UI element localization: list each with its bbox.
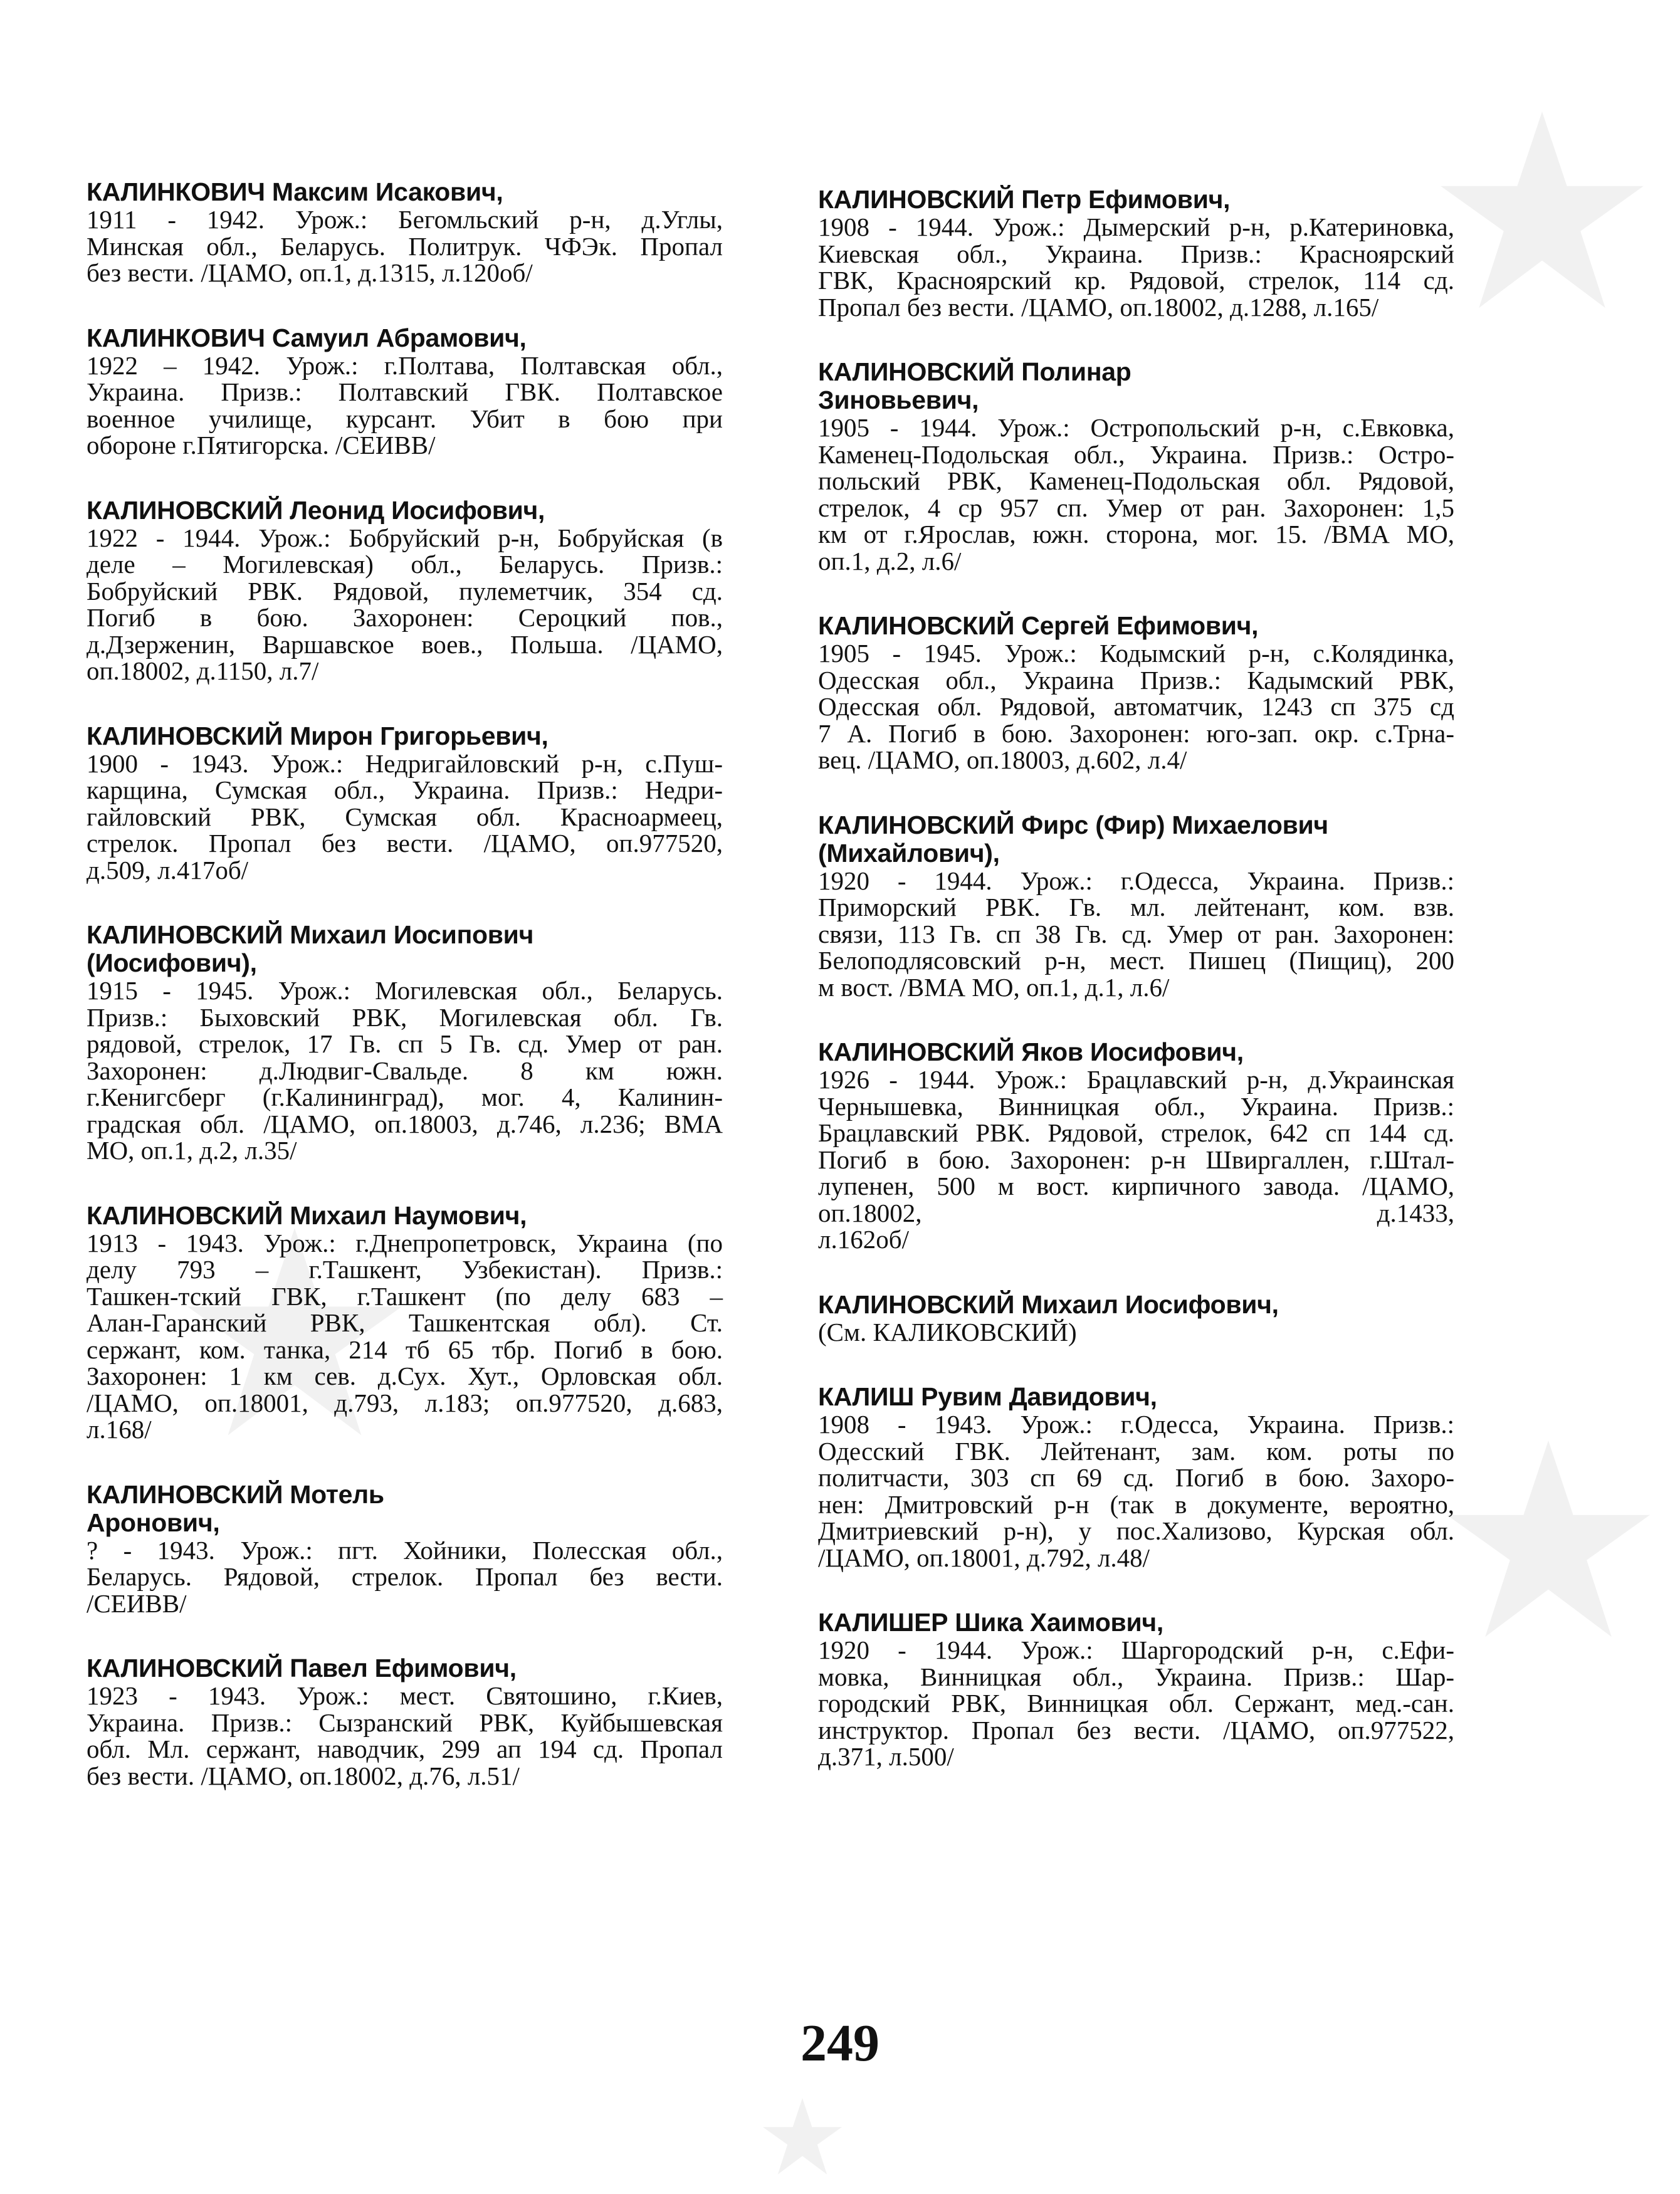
entry-text-line: Алан-Гаранский РВК, Ташкентская обл). Ст. [87, 1308, 723, 1337]
entry-text-line: м вост. /ВМА МО, оп.1, д.1, л.6/ [818, 972, 1170, 1002]
record-entry [87, 1654, 723, 1789]
record-entry [87, 178, 723, 286]
entry-text-line: д.371, л.500/ [818, 1742, 954, 1771]
entry-text-line: оп.1, д.2, л.6/ [818, 546, 962, 575]
entry-text-line: /СЕИВВ/ [87, 1588, 187, 1618]
entry-name-heading: (Иосифович), [87, 948, 257, 977]
entry-text-line: Украина. Призв.: Полтавский ГВК. Полтавское [87, 377, 723, 406]
record-entry [87, 921, 723, 1164]
entry-name-heading: КАЛИНОВСКИЙ Полинар [818, 357, 1131, 386]
entry-name-heading: КАЛИНОВСКИЙ Яков Иосифович, [818, 1037, 1244, 1066]
entry-text-line: рядовой, стрелок, 17 Гв. сп 5 Гв. сд. Умер от ран. [87, 1029, 723, 1058]
entry-text-line: км от г.Ярослав, южн. сторона, мог. 15. /ВМА МО, [818, 520, 1454, 548]
entry-text-line: польский РВК, Каменец-Подольская обл. Рядовой, [818, 466, 1454, 495]
entry-text-line: 1923 - 1943. Урож.: мест. Святошино, г.Киев, [87, 1681, 723, 1710]
entry-text-line: Пропал без вести. /ЦАМО, оп.18002, д.1288, л.165/ [818, 292, 1379, 322]
entry-name-heading: КАЛИНКОВИЧ Самуил Абрамович, [87, 323, 527, 352]
entry-text-line: 1911 - 1942. Урож.: Бегомльский р-н, д.Углы, [87, 205, 723, 234]
entry-text-line: оп.18002, д.1433, [818, 1198, 1454, 1227]
entry-text-line: Одесская обл., Украина Призв.: Кадымский РВК, [818, 665, 1454, 695]
watermark-star-icon [759, 2094, 846, 2181]
entry-text-line: Погиб в бою. Захоронен: Сероцкий пов., [87, 603, 723, 632]
entry-text-line: /ЦАМО, оп.18001, д.792, л.48/ [818, 1543, 1150, 1572]
record-entry [87, 324, 723, 459]
entry-text-line: 1913 - 1943. Урож.: г.Днепропетровск, Украина (по [87, 1228, 723, 1257]
entry-text-line: 1922 – 1942. Урож.: г.Полтава, Полтавская обл., [87, 350, 723, 380]
record-entry [818, 1038, 1454, 1253]
entry-text-line: стрелок, 4 ср 957 сп. Умер от ран. Захоронен: 1,5 [818, 493, 1454, 522]
entry-text-line: 1905 - 1944. Урож.: Остропольский р-н, с.Евковка, [818, 413, 1454, 442]
record-entry [818, 358, 1454, 574]
entry-text-line: г.Кенигсберг (г.Калининград), мог. 4, Калинин- [87, 1083, 723, 1111]
entry-text-line: деле – Могилевская) обл., Беларусь. Призв.: [87, 550, 723, 579]
entry-text-line: политчасти, 303 сп 69 сд. Погиб в бою. Захоро- [818, 1463, 1454, 1492]
entry-text-line: оп.18002, д.1150, л.7/ [87, 656, 319, 685]
entry-text-line: л.162об/ [818, 1225, 909, 1254]
entry-text-line: гайловский РВК, Сумская обл. Красноармеец, [87, 802, 723, 831]
entry-name-heading: Аронович, [87, 1508, 220, 1537]
column-right [818, 186, 1454, 1808]
entry-text-line: ? - 1943. Урож.: пгт. Хойники, Полесская обл., [87, 1535, 723, 1565]
entry-name-heading: КАЛИШ Рувим Давидович, [818, 1382, 1157, 1411]
entry-name-heading: КАЛИНОВСКИЙ Петр Ефимович, [818, 185, 1231, 214]
entry-name-heading: КАЛИШЕР Шика Хаимович, [818, 1608, 1163, 1637]
entry-text-line: 1922 - 1944. Урож.: Бобруйский р-н, Бобруйская (в [87, 523, 723, 552]
entry-text-line: 1920 - 1944. Урож.: г.Одесса, Украина. Призв.: [818, 866, 1454, 895]
record-entry [818, 1291, 1454, 1346]
record-entry [818, 612, 1454, 774]
entry-name-heading: КАЛИНОВСКИЙ Фирс (Фир) Михаелович [818, 810, 1328, 839]
entry-text-line: лупенен, 500 м вост. кирпичного завода. /ЦАМО, [818, 1172, 1454, 1200]
entry-text-line: стрелок. Пропал без вести. /ЦАМО, оп.977520, [87, 829, 723, 858]
record-entry [87, 496, 723, 685]
record-entry [818, 1383, 1454, 1571]
entry-text-line: 1908 - 1944. Урож.: Дымерский р-н, р.Катериновка, [818, 213, 1454, 241]
column-left [87, 178, 723, 1827]
entry-text-line: мовка, Винницкая обл., Украина. Призв.: Шар- [818, 1662, 1454, 1691]
entry-text-line: делу 793 – г.Ташкент, Узбекистан). Призв.: [87, 1255, 723, 1284]
entry-text-line: обороне г.Пятигорска. /СЕИВВ/ [87, 431, 436, 459]
entry-text-line: градская обл. /ЦАМО, оп.18003, д.746, л.236; ВМА [87, 1109, 723, 1138]
entry-name-heading: Зиновьевич, [818, 386, 979, 414]
entry-text-line: Одесская обл. Рядовой, автоматчик, 1243 сп 375 сд [818, 692, 1454, 721]
entry-name-heading: КАЛИНОВСКИЙ Михаил Наумович, [87, 1200, 527, 1230]
entry-text-line: 1915 - 1945. Урож.: Могилевская обл., Беларусь. [87, 976, 723, 1005]
entry-name-heading: КАЛИНОВСКИЙ Мирон Григорьевич, [87, 721, 549, 750]
entry-text-line: Украина. Призв.: Сызранский РВК, Куйбышевская [87, 1708, 723, 1737]
record-entry [818, 1609, 1454, 1770]
entry-name-heading: КАЛИНОВСКИЙ Михаил Иосифович, [818, 1289, 1279, 1319]
entry-text-line: /ЦАМО, оп.18001, д.793, л.183; оп.977520, д.683, [87, 1388, 723, 1417]
entry-text-line: Дмитриевский р-н), у пос.Хализово, Курская обл. [818, 1516, 1454, 1545]
entry-text-line: Брацлавский РВК. Рядовой, стрелок, 642 сп 144 сд. [818, 1118, 1454, 1147]
entry-name-heading: КАЛИНОВСКИЙ Павел Ефимович, [87, 1654, 517, 1682]
entry-text-line: инструктор. Пропал без вести. /ЦАМО, оп.977522, [818, 1715, 1454, 1745]
entry-name-heading: КАЛИНОВСКИЙ Мотель [87, 1479, 384, 1509]
entry-text-line: вец. /ЦАМО, оп.18003, д.602, л.4/ [818, 745, 1187, 774]
entry-text-line: (См. КАЛИКОВСКИЙ) [818, 1317, 1077, 1346]
entry-name-heading: (Михайлович), [818, 838, 1000, 868]
entry-text-line: Белоподлясовский р-н, мест. Пишец (Пищиц), 200 [818, 946, 1454, 975]
entry-text-line: Чернышевка, Винницкая обл., Украина. Призв.: [818, 1091, 1454, 1121]
entry-text-line: л.168/ [87, 1415, 152, 1444]
entry-text-line: Минская обл., Беларусь. Политрук. ЧФЭк. Пропал [87, 231, 723, 261]
entry-text-line: без вести. /ЦАМО, оп.1, д.1315, л.120об/ [87, 258, 533, 287]
entry-name-heading: КАЛИНКОВИЧ Максим Исакович, [87, 177, 503, 206]
record-entry [87, 722, 723, 884]
entry-text-line: Призв.: Быховский РВК, Могилевская обл. Гв. [87, 1002, 723, 1032]
entry-text-line: 1926 - 1944. Урож.: Брацлавский р-н, д.Украинская [818, 1065, 1454, 1094]
entry-text-line: Одесский ГВК. Лейтенант, зам. ком. роты по [818, 1436, 1454, 1466]
entry-text-line: Захоронен: д.Людвиг-Свальде. 8 км южн. [87, 1056, 723, 1085]
entry-text-line: нен: Дмитровский р-н (так в документе, вероятно, [818, 1489, 1454, 1519]
record-entry [87, 1481, 723, 1617]
record-entry [818, 186, 1454, 320]
entry-text-line: 1908 - 1943. Урож.: г.Одесса, Украина. Призв.: [818, 1410, 1454, 1439]
entry-text-line: МО, оп.1, д.2, л.35/ [87, 1136, 297, 1165]
entry-text-line: 1920 - 1944. Урож.: Шаргородский р-н, с.Ефи- [818, 1635, 1454, 1664]
entry-text-line: Приморский РВК. Гв. мл. лейтенант, ком. взв. [818, 893, 1454, 921]
entry-text-line: сержант, ком. танка, 214 тб 65 тбр. Погиб в бою. [87, 1335, 723, 1364]
watermark-star-icon [1429, 100, 1655, 326]
entry-text-line: связи, 113 Гв. сп 38 Гв. сд. Умер от ран. Захоронен: [818, 919, 1454, 948]
entry-text-line: д.Дзерженин, Варшавское воев., Польша. /ЦАМО, [87, 629, 723, 659]
watermark-star-icon [1436, 1429, 1661, 1655]
entry-name-heading: КАЛИНОВСКИЙ Михаил Иосипович [87, 920, 534, 949]
entry-text-line: обл. Мл. сержант, наводчик, 299 ап 194 сд. Пропал [87, 1735, 723, 1763]
entry-text-line: ГВК, Красноярский кр. Рядовой, стрелок, 114 сд. [818, 266, 1454, 295]
record-entry [87, 1202, 723, 1443]
entry-text-line: Каменец-Подольская обл., Украина. Призв.: Остро- [818, 439, 1454, 469]
entry-name-heading: КАЛИНОВСКИЙ Леонид Иосифович, [87, 495, 545, 525]
entry-text-line: Захоронен: 1 км сев. д.Сух. Хут., Орловская обл. [87, 1362, 723, 1390]
entry-text-line: городский РВК, Винницкая обл. Сержант, мед.-сан. [818, 1689, 1454, 1718]
entry-text-line: Беларусь. Рядовой, стрелок. Пропал без вести. [87, 1562, 723, 1591]
entry-text-line: Бобруйский РВК. Рядовой, пулеметчик, 354 сд. [87, 576, 723, 606]
entry-text-line: 1905 - 1945. Урож.: Кодымский р-н, с.Колядинка, [818, 639, 1454, 668]
entry-text-line: Киевская обл., Украина. Призв.: Красноярский [818, 239, 1454, 268]
entry-text-line: Ташкен-тский ГВК, г.Ташкент (по делу 683 – [87, 1281, 723, 1311]
entry-text-line: 1900 - 1943. Урож.: Недригайловский р-н, с.Пуш- [87, 748, 723, 778]
entry-text-line: карщина, Сумская обл., Украина. Призв.: Недри- [87, 775, 723, 804]
entry-name-heading: КАЛИНОВСКИЙ Сергей Ефимович, [818, 611, 1259, 640]
entry-text-line: д.509, л.417об/ [87, 855, 249, 884]
entry-text-line: без вести. /ЦАМО, оп.18002, д.76, л.51/ [87, 1761, 520, 1790]
entry-text-line: военное училище, курсант. Убит в бою при [87, 404, 723, 433]
entry-text-line: Погиб в бою. Захоронен: р-н Швиргаллен, г.Штал- [818, 1145, 1454, 1174]
page-number: 249 [801, 2014, 879, 2072]
entry-text-line: 7 А. Погиб в бою. Захоронен: юго-зап. окр. с.Трна- [818, 718, 1454, 748]
record-entry [818, 811, 1454, 1001]
